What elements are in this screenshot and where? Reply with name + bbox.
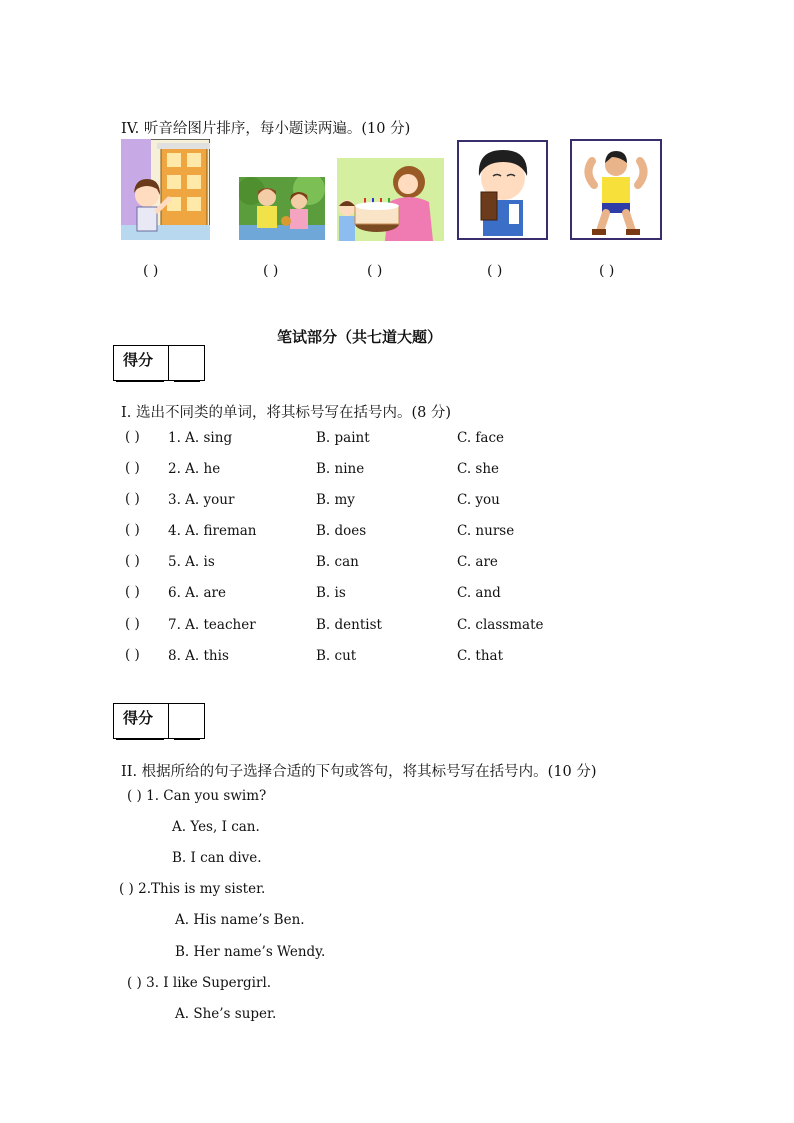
listening-heading: IV. 听音给图片排序，每小题读两遍。(10 分) <box>121 121 411 137</box>
question-line: ( ) 3. I like Supergirl. <box>127 975 272 991</box>
option-c: C. are <box>457 554 498 570</box>
score-box <box>113 345 205 381</box>
answer-option: B. Her name’s Wendy. <box>175 944 326 960</box>
option-b: B. cut <box>316 648 357 664</box>
option-a: 3. A. your <box>168 492 235 508</box>
answer-bracket[interactable]: ( ) <box>125 616 140 632</box>
score-label: 得分 <box>123 709 154 727</box>
answer-option: A. She’s super. <box>175 1006 277 1022</box>
picture-answer-blank[interactable]: ( ) <box>143 263 159 279</box>
answer-bracket[interactable]: ( ) <box>125 584 140 600</box>
option-c: C. she <box>457 461 500 477</box>
score-input-line[interactable] <box>174 739 200 740</box>
option-b: B. can <box>316 554 359 570</box>
option-c: C. classmate <box>457 617 544 633</box>
option-b: B. dentist <box>316 617 382 633</box>
answer-bracket[interactable]: ( ) <box>125 429 140 445</box>
score-label-cell <box>114 346 169 380</box>
written-part-title: 笔试部分（共七道大题） <box>277 328 443 346</box>
question-line: ( ) 1. Can you swim? <box>127 788 267 804</box>
option-b: B. is <box>316 585 346 601</box>
option-a: 2. A. he <box>168 461 221 477</box>
answer-bracket[interactable]: ( ) <box>125 491 140 507</box>
option-a: 4. A. fireman <box>168 523 257 539</box>
mother-birthday-cake-picture <box>337 158 444 241</box>
answer-bracket[interactable]: ( ) <box>125 553 140 569</box>
answer-bracket[interactable]: ( ) <box>125 460 140 476</box>
boy-eating-chocolate-picture <box>457 140 548 240</box>
option-a: 7. A. teacher <box>168 617 256 633</box>
answer-bracket[interactable]: ( ) <box>125 522 140 538</box>
strong-man-picture <box>570 139 662 240</box>
option-a: 8. A. this <box>168 648 229 664</box>
option-c: C. you <box>457 492 500 508</box>
section1-heading: I. 选出不同类的单词，将其标号写在括号内。(8 分) <box>121 405 452 421</box>
score-label-cell <box>114 704 169 738</box>
score-label: 得分 <box>123 351 154 369</box>
score-underline <box>116 739 164 740</box>
option-b: B. nine <box>316 461 365 477</box>
score-box <box>113 703 205 739</box>
two-kids-park-picture <box>239 177 325 240</box>
option-a: 1. A. sing <box>168 430 233 446</box>
answer-bracket[interactable]: ( ) <box>125 647 140 663</box>
picture-answer-blank[interactable]: ( ) <box>263 263 279 279</box>
option-c: C. face <box>457 430 505 446</box>
question-line: ( ) 2.This is my sister. <box>119 881 266 897</box>
option-a: 5. A. is <box>168 554 215 570</box>
option-b: B. my <box>316 492 355 508</box>
score-underline <box>116 381 164 382</box>
answer-option: B. I can dive. <box>172 850 262 866</box>
option-c: C. that <box>457 648 504 664</box>
answer-option: A. Yes, I can. <box>172 819 260 835</box>
score-input-line[interactable] <box>174 381 200 382</box>
option-c: C. nurse <box>457 523 515 539</box>
section2-heading: II. 根据所给的句子选择合适的下句或答句，将其标号写在括号内。(10 分) <box>121 764 597 780</box>
girl-waving-building-picture <box>121 139 210 240</box>
option-b: B. paint <box>316 430 370 446</box>
option-c: C. and <box>457 585 501 601</box>
option-b: B. does <box>316 523 367 539</box>
picture-answer-blank[interactable]: ( ) <box>599 263 615 279</box>
answer-option: A. His name’s Ben. <box>175 912 305 928</box>
picture-answer-blank[interactable]: ( ) <box>487 263 503 279</box>
picture-answer-blank[interactable]: ( ) <box>367 263 383 279</box>
option-a: 6. A. are <box>168 585 226 601</box>
